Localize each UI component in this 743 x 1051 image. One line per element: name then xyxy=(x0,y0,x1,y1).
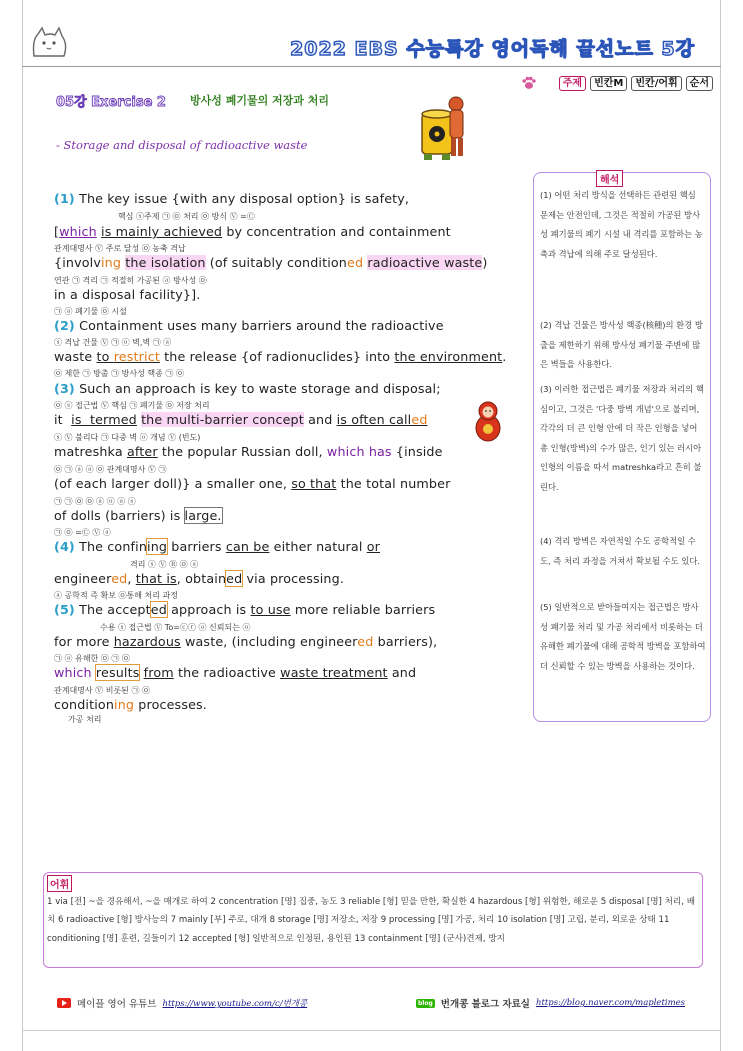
exercise-title: 방사성 폐기물의 저장과 처리 xyxy=(190,94,329,107)
gloss-5: ⓢ 격납 건물 Ⓥ ㉠ ⓞ 벽,벽 ㉠ ⓐ xyxy=(54,338,172,347)
passage-line-17: conditioning processes. xyxy=(54,697,207,712)
gloss-16: 관계대명사 Ⓥ 비롯된 ㉠ ㉧ xyxy=(54,686,150,695)
translation-para-1: (1) 어떤 처리 방식을 선택하든 관련된 핵심 문제는 안전인데, 그것은 적절히 가공된 방사성 폐기물의 폐기 시설 내 격리를 포함하는 농축과 격납에 의해 주로 달성된다. xyxy=(540,190,703,259)
passage-line-16: which results from the radioactive waste treatment and xyxy=(54,665,417,680)
passage-line-6: waste to restrict the release {of radionuclides} into the environment. xyxy=(54,349,507,364)
left-margin-line xyxy=(22,0,23,1051)
passage-line-13: engineered, that is, obtained via processing. xyxy=(54,571,345,586)
tab-order[interactable]: 순서 xyxy=(686,76,713,91)
gloss-8: ⓢ Ⓥ 불리다 ㉠ 다중 벽 ⓞ 개념 Ⓥ (빈도) xyxy=(54,433,201,442)
gloss-9: ㉧ ㉠ ⓐ ⓐ ㉧ 관계대명사 Ⓥ ㉠ xyxy=(54,465,167,474)
passage-line-14: (5) The accepted approach is to use more reliable barriers xyxy=(54,602,436,617)
footer-youtube xyxy=(57,996,307,1010)
youtube-icon xyxy=(57,998,71,1008)
passage-line-11: of dolls (barriers) is large. xyxy=(54,508,222,523)
vocabulary-text: 1 via [전] ~을 경유해서, ~을 매개로 하여 2 concentration [명] 집중, 농도 3 reliable [형] 믿을 만한, 확실한 4 hazardous [형] 위험한, 해로운 5 disposal [명] 처리, 배치 6 radioactive [형] 방사능의 7 mainly [부] 주로, 대개 8 storage [명] 저장소, 저장 9 processing [명] 가공, 처리 10 isolation [명] 고립, 분리, 외로운 상태 11 conditioning [명] 훈련, 길들이기 12 accepted [형] 일반적으로 인정된, 용인된 13 containment [명] (군사)견제, 방지 xyxy=(47,897,696,944)
passage-subtitle: - Storage and disposal of radioactive waste xyxy=(56,138,308,152)
exercise-label: 05강 Exercise 2 xyxy=(56,95,166,110)
youtube-label: 메이플 영어 유튜브 xyxy=(77,999,157,1010)
blog-badge-icon: blog xyxy=(418,999,433,1007)
passage-line-7: (3) Such an approach is key to waste storage and disposal; xyxy=(54,381,441,396)
passage-line-12: (4) The confining barriers can be either natural or xyxy=(54,539,380,554)
footer-blog xyxy=(416,996,685,1010)
translation-para-5: (5) 일반적으로 받아들여지는 접근법은 방사성 폐기물 처리 및 가공 처리에서 비롯하는 더 유해한 폐기물에 대해 공학적 방벽을 포함하여 더 신뢰할 수 있는 방벽을 사용하는 것이다. xyxy=(540,602,706,671)
passage-line-9: matreshka after the popular Russian doll, which has {inside xyxy=(54,444,443,459)
gloss-11: ㉠ ㉧ =Ⓒ Ⓥ ⓐ xyxy=(54,528,111,537)
cat-logo-icon xyxy=(28,26,72,68)
gloss-2: 관계대명사 Ⓥ 주로 달성 ㉧ 농축 격납 xyxy=(54,244,186,253)
gloss-14: 수용 ⓢ 접근법 Ⓥ To=ⓒⓡ ⓐ 신뢰되는 ⓞ xyxy=(100,623,251,632)
header-title: 2022 EBS 수능특강 영어독해 끝선노트 5강 xyxy=(290,38,695,60)
passage-line-8: it is termed the multi-barrier concept and is often called xyxy=(54,412,428,427)
gloss-4: ㉠ ⓐ 폐기물 ㉧ 시설 xyxy=(54,307,127,316)
gloss-13: ⓐ 공학적 즉 확보 ㉧통해 처리 과정 xyxy=(54,591,178,600)
translation-label: 해석 xyxy=(596,170,623,187)
paw-icon xyxy=(521,75,537,95)
gloss-6: ㉧ 제한 ㉠ 방출 ㉠ 방사성 핵종 ㉠ ㉧ xyxy=(54,369,184,378)
translation-para-3: (3) 이러한 접근법은 폐기물 저장과 처리의 핵심이고, 그것은 '다중 방벽 개념'으로 불리며, 각각의 더 큰 인형 안에 더 작은 인형을 넣어 총 인형(방벽)의 수가 많은, 인기 있는 러시아 인형의 이름을 따서 matreshka라고 흔히 불린다. xyxy=(540,384,704,492)
passage-line-1: (1) The key issue {with any disposal option} is safety, xyxy=(54,191,410,206)
footer-rule xyxy=(22,1030,721,1031)
blog-link[interactable]: https://blog.naver.com/mapletimes xyxy=(536,998,686,1008)
passage-line-4: in a disposal facility}]. xyxy=(54,287,201,302)
section-tabs xyxy=(559,76,713,91)
vocabulary-label: 어휘 xyxy=(47,875,72,892)
matryoshka-doll-icon xyxy=(474,400,502,446)
passage-line-10: (of each larger doll)} a smaller one, so that the total number xyxy=(54,476,451,491)
gloss-10: ㉠ ㉠ ㉧ ㉧ ⓐ ⓞ ⓐ ⓢ xyxy=(54,497,136,506)
gloss-17: 가공 처리 xyxy=(68,715,102,724)
tab-blank-m[interactable]: 빈칸M xyxy=(590,76,627,91)
gloss-3: 연관 ㉠ 격리 ㉠ 적절히 가공된 ⓐ 방사성 ㉧ xyxy=(54,276,207,285)
gloss-7: ㉧ ⓢ 접근법 Ⓥ 핵심 ㉠ 폐기물 ㉧ 저장 처리 xyxy=(54,401,210,410)
translation-para-2: (2) 격납 건물은 방사성 핵종(核種)의 환경 방출을 제한하기 위해 방사성 폐기물 주변에 많은 벽들을 사용한다. xyxy=(540,320,703,369)
passage-line-15: for more hazardous waste, (including engineered barriers), xyxy=(54,634,438,649)
tab-topic[interactable]: 주제 xyxy=(559,76,586,91)
passage-line-2: [which is mainly achieved by concentration and containment xyxy=(54,224,451,239)
youtube-link[interactable]: https://www.youtube.com/c/번개콩 xyxy=(162,999,308,1009)
gloss-15: ㉠ ⓐ 유해한 ㉧ ㉠ ㉧ xyxy=(54,654,130,663)
blog-label: 번개콩 블로그 자료실 xyxy=(440,999,530,1010)
translation-para-4: (4) 격리 방벽은 자연적일 수도 공학적일 수도, 즉 처리 과정을 거쳐서 확보될 수도 있다. xyxy=(540,536,700,566)
header-rule xyxy=(22,66,721,67)
passage-line-5: (2) Containment uses many barriers around the radioactive xyxy=(54,318,444,333)
radioactive-barrel-icon xyxy=(410,92,476,168)
tab-blank-vocab[interactable]: 빈칸/어휘 xyxy=(631,76,681,91)
passage-line-3: {involving the isolation (of suitably conditioned radioactive waste) xyxy=(54,255,488,270)
gloss-1: 핵심 ⓢ주제 ㉠ ㉧ 처리 ㉧ 방식 Ⓥ =Ⓒ xyxy=(118,212,255,221)
gloss-12: 격리 ⓢ Ⓥ Ⓡ ㉧ ⓐ xyxy=(130,560,199,569)
right-margin-line xyxy=(720,0,721,1051)
